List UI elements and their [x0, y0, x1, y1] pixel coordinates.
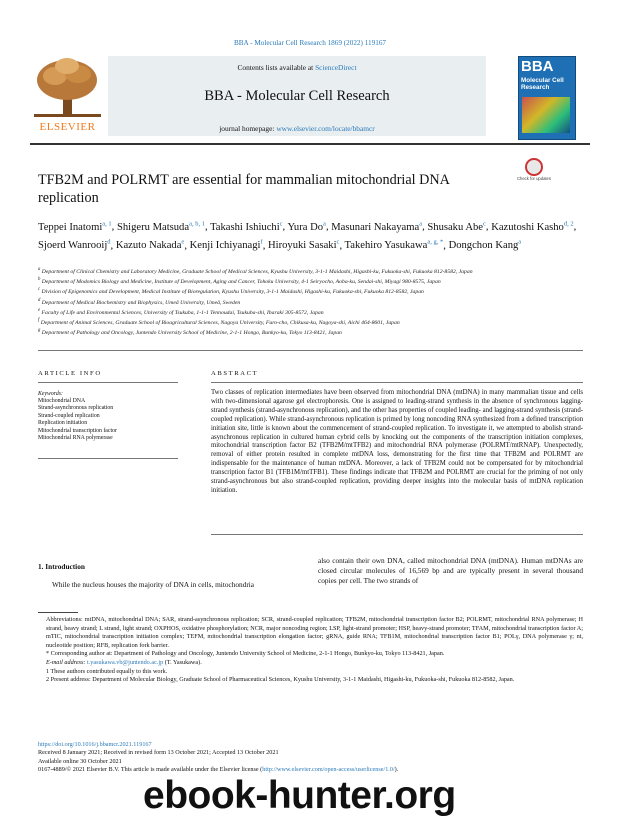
affiliation-item — [38, 307, 583, 317]
author-affiliation-mark[interactable]: a, g, * — [427, 238, 444, 246]
author[interactable] — [449, 240, 522, 251]
author-email-link[interactable]: t.yasukawa.vb@juntendo.ac.jp — [87, 658, 164, 666]
author-affiliation-mark[interactable]: c — [279, 220, 283, 227]
abstract-rule — [211, 382, 583, 383]
affiliation-text: Department of Modomics Biology and Medicine, Institute of Development, Aging and Cancer, Tohoku University, 4-1 Seiryocho, Aoba-ku, Sendai-shi, Miyagi 980-8575, Japan — [40, 279, 441, 286]
author-affiliation-mark[interactable]: a, 1 — [102, 220, 112, 227]
author-name: Dongchon Kang — [448, 240, 519, 252]
received-dates: Received 8 January 2021; Received in revised form 13 October 2021; Accepted 13 October 2021 — [38, 749, 279, 757]
email-suffix: (T. Yasukawa). — [163, 658, 202, 666]
license-link[interactable]: http://www.elsevier.com/open-access/userlicense/1.0/ — [262, 766, 395, 774]
author-name: Hiroyuki Sasaki — [267, 240, 337, 252]
author-affiliation-mark[interactable]: c — [336, 238, 340, 246]
affiliation-text: Division of Epigenomics and Development, Medical Institute of Bioregulation, Kyushu University, 3-1-1 Maidashi, Higashi-ku, Fukuoka-shi, Fukuoka 812-8582, Japan — [40, 289, 424, 296]
affiliation-text: Department of Animal Sciences, Graduate School of Bioagricultural Sciences, Nagoya University, Furo-cho, Chikusa-ku, Nagoya-shi, Aichi 464-8601, Japan — [39, 319, 400, 326]
contents-line — [108, 63, 486, 72]
author-affiliation-mark[interactable]: e — [181, 238, 185, 246]
cover-artwork — [522, 97, 570, 133]
affiliation-mark: b — [38, 277, 41, 283]
abstract-bottom-rule — [211, 534, 583, 535]
contents-prefix: Contents lists available at — [237, 63, 316, 72]
affiliation-item — [38, 266, 583, 276]
affiliation-list — [38, 266, 583, 337]
affiliation-item — [38, 317, 583, 327]
introduction-paragraph-left: While the nucleus houses the majority of DNA in cells, mitochondria — [52, 580, 255, 589]
masthead-divider — [30, 143, 590, 145]
affiliation-mark: f — [38, 317, 40, 323]
cover-title: BBA — [521, 58, 554, 75]
abbreviations-footnote: Abbreviations: mtDNA, mitochondrial DNA; SAR, strand-asynchronous replication; SCR, strand-coupled replication; TFB2M, mitochondrial transcription factor B2; POLRMT, mitochondrial RNA polymerase; H strand, heavy strand; L strand, light strand; OXPHOS, oxidative phosphorylation; NCR, major noncoding region; LSP, light-strand promoter; HSP, heavy-strand promoter; TFAM, mitochondrial transcription factor A; mTIC, mitochondrial transcription initiation complex; TEFM, mitochondrial transcription elongation factor; gRNA, guide RNA; TFB1M, mitochondrial transcription factor B1; POLγ, DNA polymerase γ; nt, nucleotide position; RFB, replication fork barrier. — [46, 616, 583, 649]
equal-contribution-footnote: 1 These authors contributed equally to this work. — [46, 667, 168, 675]
article-info-rule — [38, 382, 178, 383]
author-name: Kazutoshi Kasho — [491, 221, 564, 233]
keyword: Strand-asynchronous replication — [38, 405, 114, 412]
journal-homepage-link[interactable]: www.elsevier.com/locate/bbamcr — [276, 124, 375, 133]
affiliation-mark: a — [38, 267, 41, 272]
abstract-text: Two classes of replication intermediates have been observed from mitochondrial DNA (mtDNA) in many mammalian tissue and cells with two-dimensional agarose gel electrophoresis. One is assigned to leading-strand synthesis in the absence of synchronous lagging-strand synthesis (strand-asynchronous replication), and the other has properties of coupled leading- and lagging-strand synthesis (strand-coupled replication). While strand-asynchronous replication is primed by long noncoding RNA synthesized from a defined transcription initiation site, little is known about the commencement of strand-coupled replication. To investigate it, we attempted to abolish strand-asynchronous replication in cultured human cybrid cells by knocking out the components of the transcription initiation complexes, mitochondrial transcription factor B2 (TFB2M/mtTFB2) and mitochondrial RNA polymerase (POLRMT/mtRNAP). Unexpectedly, removal of either protein resulted in complete mtDNA loss, demonstrating for the first time that TFB2M and POLRMT are indispensable for the maintenance of human mtDNA. Moreover, a lack of TFB2M could not be compensated for by mitochondrial transcription factor B1 (TFB1M/mtTFB1). These findings indicate that TFB2M and POLRMT are crucial for the priming of not only strand-asynchronous but also strand-coupled replication, providing deeper insights into the molecular basis of mtDNA replication initiation. — [211, 389, 583, 494]
affiliation-item — [38, 276, 583, 286]
affiliation-text: Department of Clinical Chemistry and Laboratory Medicine, Graduate School of Medical Sciences, Kyushu University, 3-1-1 Maidashi, Higashi-ku, Fukuoka-shi, Fukuoka 812-8582, Japan — [40, 268, 473, 275]
affiliation-mark: d — [38, 297, 41, 303]
affiliation-mark: e — [38, 307, 41, 313]
author[interactable] — [268, 240, 339, 251]
check-for-updates-label[interactable]: Check for updates — [517, 176, 551, 181]
license-prefix: 0167-4889/© 2021 Elsevier B.V. This article is made available under the Elsevier license ( — [38, 766, 263, 774]
author[interactable] — [210, 222, 282, 233]
elsevier-wordmark: ELSEVIER — [39, 121, 96, 133]
author[interactable] — [287, 222, 326, 233]
check-for-updates-icon[interactable] — [525, 158, 543, 176]
author-name: Sjoerd Wanrooij — [38, 240, 108, 252]
article-info-heading: ARTICLE INFO — [38, 370, 102, 377]
author[interactable] — [331, 222, 422, 233]
doi-link[interactable]: https://doi.org/10.1016/j.bbamcr.2021.119167 — [38, 741, 152, 748]
introduction-heading: 1. Introduction — [38, 562, 85, 571]
author-affiliation-mark[interactable]: d — [107, 238, 111, 246]
affiliation-item — [38, 327, 583, 337]
email-footnote — [38, 659, 583, 668]
author[interactable] — [491, 222, 573, 233]
author-affiliation-mark[interactable]: a — [518, 238, 522, 246]
license-suffix: ). — [394, 766, 399, 774]
author-name: Takashi Ishiuchi — [210, 221, 280, 233]
author[interactable] — [345, 240, 444, 251]
keyword: Mitochondrial DNA — [38, 398, 86, 404]
email-prefix: E-mail address: — [46, 658, 88, 666]
article-info-bottom-rule — [38, 458, 178, 459]
affiliation-mark: g — [38, 328, 41, 334]
author-affiliation-mark[interactable]: a, b, 1 — [189, 220, 205, 227]
author-name: Masunari Nakayama — [331, 221, 420, 233]
author-affiliation-mark[interactable]: f — [260, 238, 263, 246]
corresponding-author-footnote: * Corresponding author at: Department of Pathology and Oncology, Juntendo University School of Medicine, 2-1-1 Hongo, Bunkyo-ku, Tokyo 113-8421, Japan. — [46, 650, 445, 658]
author-affiliation-mark[interactable]: c — [483, 220, 486, 227]
affiliation-item — [38, 297, 583, 307]
keywords-label: Keywords: — [38, 391, 63, 397]
author[interactable] — [116, 240, 184, 251]
keyword: Mitochondrial transcription factor — [38, 427, 117, 434]
affiliation-text: Department of Pathology and Oncology, Juntendo University School of Medicine, 2-1-1 Hongo, Bunkyo-ku, Tokyo 113-8421, Japan — [40, 330, 342, 337]
present-address-footnote: 2 Present address: Department of Molecular Biology, Graduate School of Pharmaceutical Sciences, Kyushu University, 3-1-1 Maidashi, Higashi-ku, Fukuoka-shi, Fukuoka 812-8582, Japan. — [46, 676, 515, 684]
author-affiliation-mark[interactable]: a — [323, 220, 326, 227]
article-title: TFB2M and POLRMT are essential for mammalian mitochondrial DNA replication — [38, 172, 450, 206]
affiliation-text: Faculty of Life and Environmental Sciences, University of Tsukuba, 1-1-1 Tennoudai, Tsukuba-shi, Ibaraki 305-8572, Japan — [40, 309, 324, 316]
author-name: Takehiro Yasukawa — [344, 240, 428, 252]
author-name: Shusaku Abe — [427, 221, 483, 233]
author-name: Shigeru Matsuda — [116, 221, 190, 233]
author[interactable] — [38, 240, 111, 251]
homepage-prefix: journal homepage: — [219, 124, 277, 133]
author-affiliation-mark[interactable]: d, 2 — [563, 220, 574, 227]
footnotes — [38, 616, 583, 685]
affiliation-item — [38, 286, 583, 296]
footnote-divider — [38, 612, 78, 613]
sciencedirect-link[interactable]: ScienceDirect — [315, 63, 357, 72]
keyword: Replication initiation — [38, 420, 88, 427]
author-name: Kenji Ichiyanagi — [189, 240, 261, 252]
journal-citation-link[interactable]: BBA - Molecular Cell Research 1869 (2022) 119167 — [233, 39, 387, 47]
author-name: Kazuto Nakada — [115, 240, 182, 252]
watermark: ebook-hunter.org — [143, 774, 456, 817]
cover-subtitle: Molecular Cell Research — [521, 77, 564, 91]
introduction-paragraph-right: also contain their own DNA, called mitochondrial DNA (mtDNA). Human mtDNAs are closed circular molecules of 16,569 bp and are typically present in several thousand copies per cell. The two strands of — [318, 556, 583, 586]
affiliation-mark: c — [38, 287, 41, 293]
abstract-heading: ABSTRACT — [211, 370, 259, 377]
affiliation-text: Department of Medical Biochemistry and Biophysics, Umeå University, Umeå, Sweden — [40, 299, 241, 306]
author-name: Teppei Inatomi — [38, 221, 103, 233]
article-metadata — [38, 741, 583, 775]
author[interactable] — [427, 222, 486, 233]
author-list: Teppei Inatomi$^{a, 1}$, Shigeru Matsuda$^{a, b, 1}$, Takashi Ishiuchi$^c$, Yura Do$^a$, Masunari Nakayama$^a$, Shusaku Abe$^c$, Kazutoshi Kasho$^{d, 2}$, Sjoerd Wanrooij$^d$, Kazuto Nakada$^e$, Kenji Ichiyanagi$^f$, Hiroyuki Sasaki$^c$, Takehiro Yasukawa$^{a, g, *}$, Dongchon Kang$^a$ — [38, 220, 577, 252]
affiliation-divider — [38, 350, 583, 351]
keywords-list — [38, 398, 178, 442]
homepage-line — [108, 124, 486, 133]
keyword: Mitochondrial RNA polymerase — [38, 435, 113, 442]
journal-name: BBA - Molecular Cell Research — [204, 88, 390, 104]
keyword: Strand-coupled replication — [38, 412, 100, 419]
author-name: Yura Do — [287, 221, 324, 233]
author[interactable] — [190, 240, 263, 251]
author-affiliation-mark[interactable]: a — [419, 220, 423, 227]
author[interactable] — [38, 222, 112, 233]
available-online-date: Available online 30 October 2021 — [38, 757, 122, 765]
author[interactable] — [117, 222, 205, 233]
